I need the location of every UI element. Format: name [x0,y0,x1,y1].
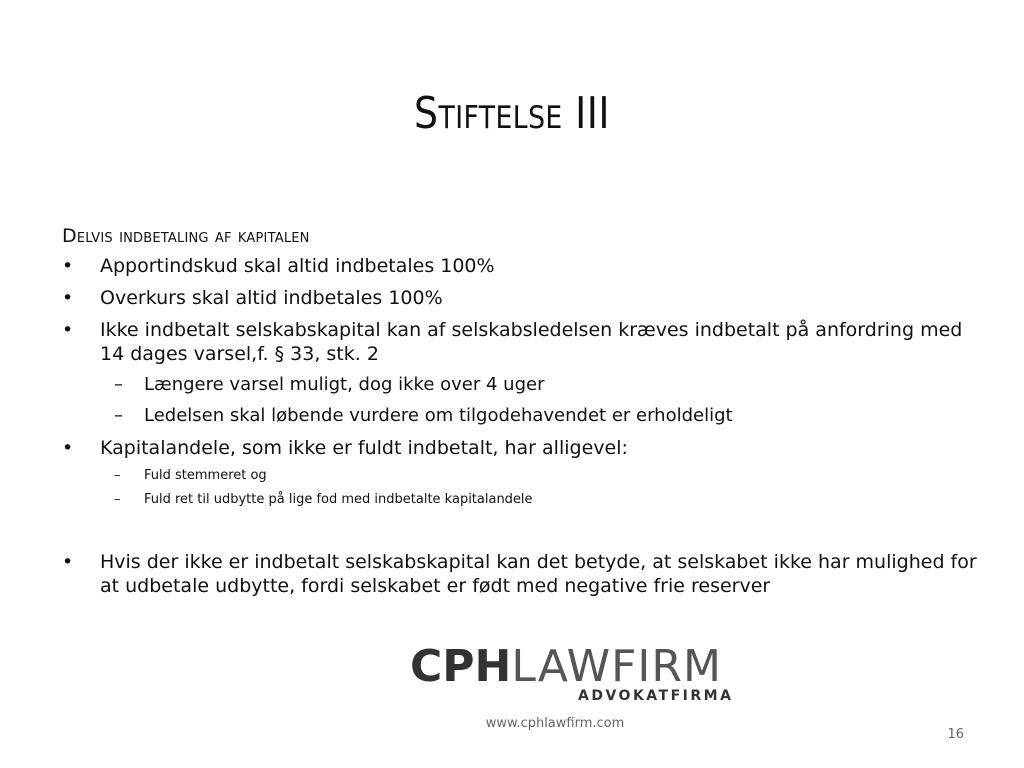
bullet-text: Overkurs skal altid indbetales 100% [100,287,443,309]
bullet-icon: • [62,319,74,341]
bullet-item [62,254,982,278]
bullet-icon: • [62,551,74,573]
bullet-icon: • [62,437,74,459]
logo-light-text: LAWFIRM [511,641,722,692]
slide-title: Stiftelse III [414,88,610,139]
bullet-text: Ikke indbetalt selskabskapital kan af selskabsledelsen kræves indbetalt på anfordring med 14 dages varsel,f. § 33, stk. 2 [100,319,963,365]
bullet-text: Apportindskud skal altid indbetales 100% [100,255,495,277]
small-sub-bullet-item [62,492,982,508]
logo-wordmark [410,641,722,692]
spacer [62,516,982,550]
sub-bullet-item [62,374,982,396]
dash-icon: – [114,374,123,395]
logo-subtitle: ADVOKATFIRMA [578,688,734,704]
bullet-item [62,318,982,366]
small-sub-bullet-item [62,468,982,484]
dash-icon: – [114,405,123,426]
bullet-text: Kapitalandele, som ikke er fuldt indbetalt, har alligevel: [100,437,628,459]
section-subheading: Delvis indbetaling af kapitalen [62,225,310,247]
slide-content [62,224,982,606]
bullet-list [62,254,982,598]
company-logo [410,641,734,707]
small-sub-bullet-text: Fuld stemmeret og [144,468,267,483]
bullet-item [62,436,982,460]
bullet-item [62,286,982,310]
bullet-text: Hvis der ikke er indbetalt selskabskapital kan det betyde, at selskabet ikke har mulighed for at udbetale udbytte, fordi selskabet er født med negative frie reserver [100,551,977,597]
logo-bold-text: CPH [410,641,512,692]
bullet-item [62,550,982,598]
sub-bullet-item [62,405,982,427]
dash-icon: – [114,492,121,507]
page-number: 16 [947,727,964,742]
sub-bullet-text: Ledelsen skal løbende vurdere om tilgodehavendet er erholdeligt [144,405,733,426]
dash-icon: – [114,468,121,483]
sub-bullet-text: Længere varsel muligt, dog ikke over 4 uger [144,374,545,395]
bullet-icon: • [62,255,74,277]
footer-url: www.cphlawfirm.com [485,716,625,731]
bullet-icon: • [62,287,74,309]
small-sub-bullet-text: Fuld ret til udbytte på lige fod med indbetalte kapitalandele [144,492,533,507]
